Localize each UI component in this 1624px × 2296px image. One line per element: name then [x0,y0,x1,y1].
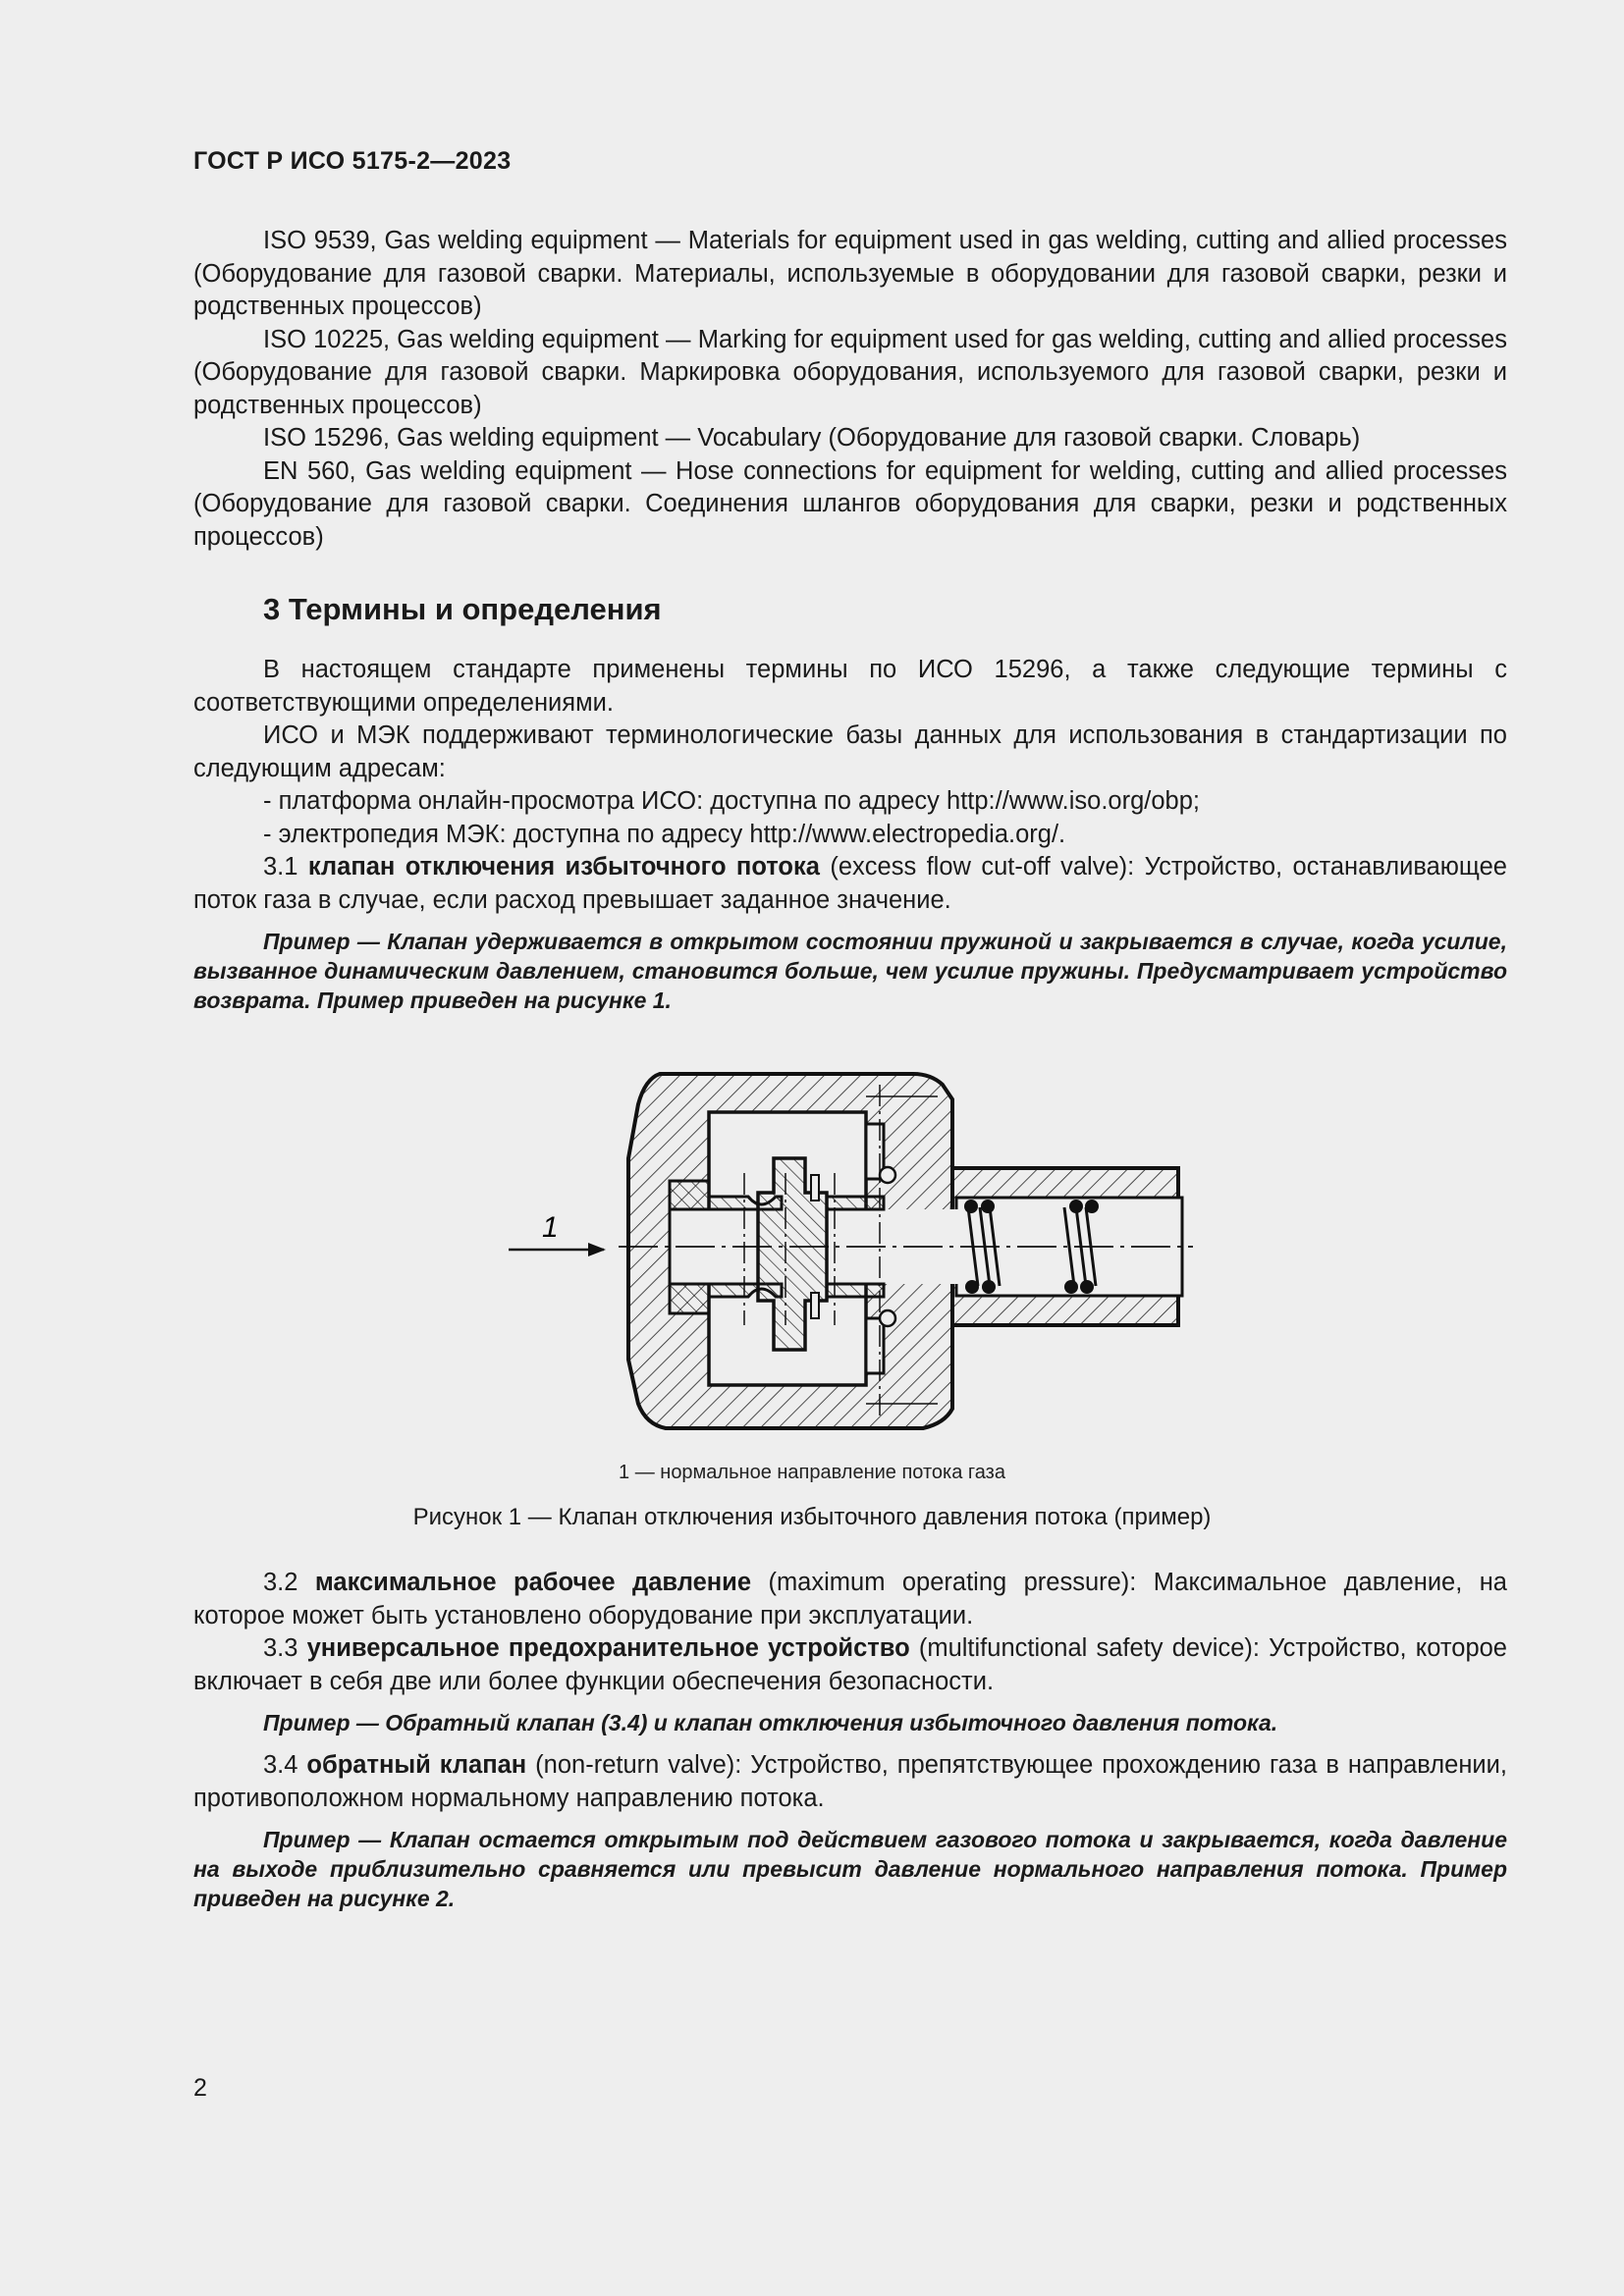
term-number: 3.3 [263,1634,298,1662]
reference-iso-15296: ISO 15296, Gas welding equipment — Vocabulary (Оборудование для газовой сварки. Словарь) [263,424,1361,452]
term-name: универсальное предохранительное устройство [306,1634,910,1662]
bullet-electropedia: - электропедия МЭК: доступна по адресу http://www.electropedia.org/. [263,820,1066,848]
term-definition: (multifunctional safety device): Устройство, которое включает в себя две или более функции обеспечения безопасности. [193,1634,1507,1695]
term-definition: (non-return valve): Устройство, препятствующее прохождению газа в направлении, противоположном нормальному направлению потока. [193,1751,1507,1812]
bullet-iso-obp: - платформа онлайн-просмотра ИСО: доступна по адресу http://www.iso.org/obp; [263,787,1200,815]
term-name: клапан отключения избыточного потока [307,853,820,881]
term-number: 3.1 [263,853,298,881]
term-name: максимальное рабочее давление [314,1569,752,1596]
term-definition: (maximum operating pressure): Максимальное давление, на которое может быть установлено оборудование при эксплуатации. [193,1569,1507,1629]
term-3-4 [193,1749,1507,1815]
section-intro-1: В настоящем стандарте применены термины по ИСО 15296, а также следующие термины с соответствующими определениями. [193,656,1507,717]
term-3-1 [193,851,1507,917]
section-3-body [193,654,1507,1015]
figure-1-caption: Рисунок 1 — Клапан отключения избыточного давления потока (пример) [412,1504,1212,1530]
references-list [193,225,1507,554]
example-3-1: Пример — Клапан удерживается в открытом состоянии пружиной и закрывается в случае, когда усилие, вызванное динамическим давлением, становится больше, чем усилие пружины. Предусматривает устройство возврата. Пример приведен на рисунке 1. [193,929,1507,1013]
example-3-4: Пример — Клапан остается открытым под действием газового потока и закрывается, когда давление на выходе приблизительно сравняется или превысит давление нормального направления потока. Пример приведен на рисунке 2. [193,1827,1507,1911]
flow-arrow-label: 1 [542,1211,559,1244]
reference-en-560: EN 560, Gas welding equipment — Hose connections for equipment for welding, cutting and allied processes (Оборудование для газовой сварки. Соединения шлангов оборудования для сварки, резки и родственных процессов) [193,456,1507,551]
term-definition: (excess flow cut-off valve): Устройство, останавливающее поток газа в случае, если расход превышает заданное значение. [193,853,1507,914]
figure-1-valve-drawing [491,1065,1218,1443]
document-code-header: ГОСТ Р ИСО 5175-2—2023 [193,147,512,175]
term-number: 3.4 [263,1751,298,1779]
section-intro-2: ИСО и МЭК поддерживают терминологические базы данных для использования в стандартизации по следующим адресам: [193,721,1507,782]
example-3-3: Пример — Обратный клапан (3.4) и клапан отключения избыточного давления потока. [263,1710,1278,1735]
page-number: 2 [193,2074,207,2102]
term-3-3 [193,1632,1507,1698]
term-3-2 [193,1567,1507,1632]
section-3-body-continued [193,1567,1507,1913]
reference-iso-10225: ISO 10225, Gas welding equipment — Marking for equipment used for gas welding, cutting and allied processes (Оборудование для газовой сварки. Маркировка оборудования, используемого для газовой сварки, резки и родственных процессов) [193,325,1507,419]
reference-iso-9539: ISO 9539, Gas welding equipment — Materials for equipment used in gas welding, cutting and allied processes (Оборудование для газовой сварки. Материалы, используемые в оборудовании для газовой сварки, резки и родственных процессов) [193,227,1507,320]
figure-1-legend: 1 — нормальное направление потока газа [619,1462,1005,1483]
term-name: обратный клапан [306,1751,527,1779]
section-3-heading: 3 Термины и определения [263,592,662,626]
term-number: 3.2 [263,1569,298,1596]
